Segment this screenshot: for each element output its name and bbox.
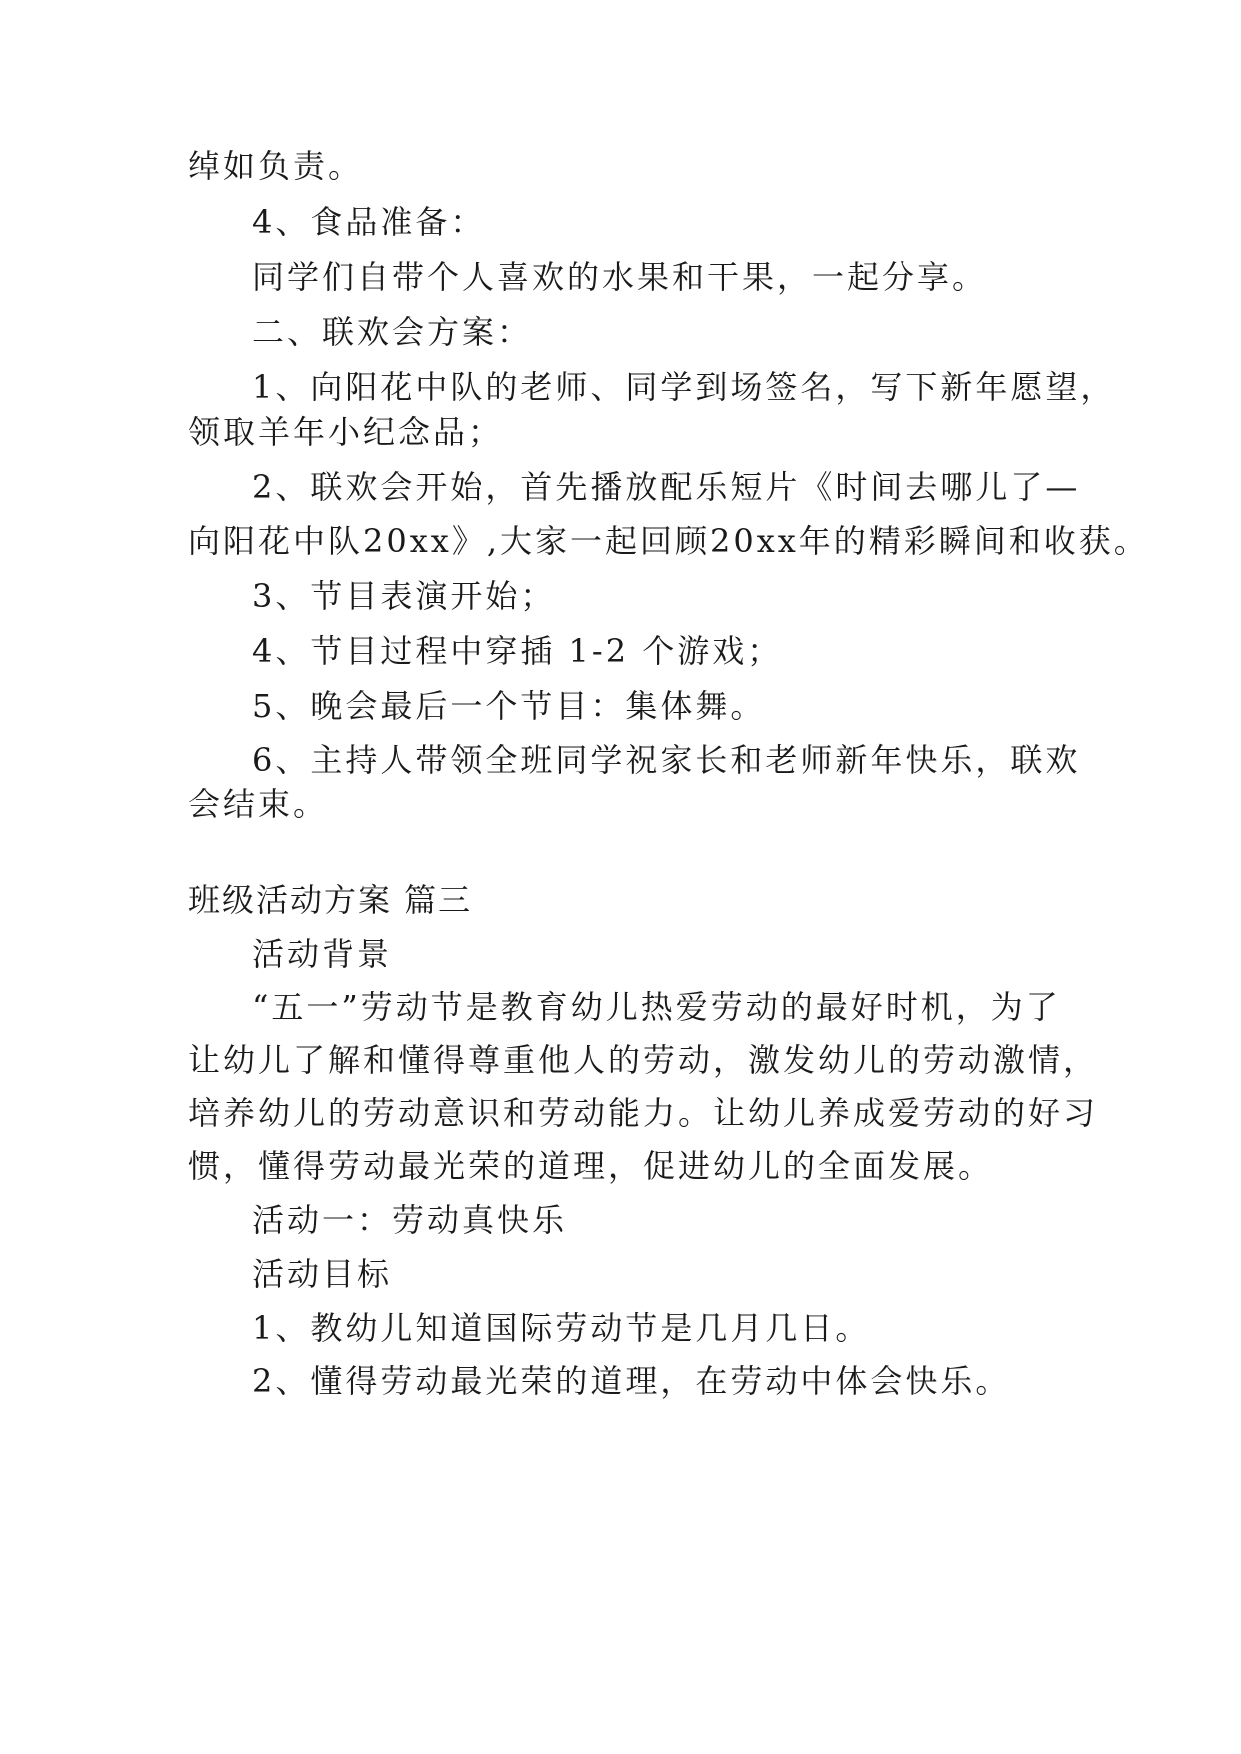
text-line: 领取羊年小纪念品；: [188, 413, 504, 451]
text-line: “五一”劳动节是教育幼儿热爱劳动的最好时机，为了: [252, 988, 1061, 1026]
text-line: 5、晚会最后一个节目：集体舞。: [252, 687, 766, 725]
text-line: 同学们自带个人喜欢的水果和干果，一起分享。: [252, 258, 988, 296]
text-line: 会结束。: [188, 785, 329, 823]
text-line: 向阳花中队20xx》,大家一起回顾20xx年的精彩瞬间和收获。: [188, 522, 1149, 560]
text-line: 绰如负责。: [188, 147, 364, 185]
text-line: 活动背景: [252, 935, 393, 973]
text-line: 2、联欢会开始，首先播放配乐短片《时间去哪儿了—: [252, 468, 1081, 506]
text-line: 1、向阳花中队的老师、同学到场签名，写下新年愿望，: [252, 368, 1116, 406]
text-line: 3、节目表演开始；: [252, 577, 556, 615]
text-line: 6、主持人带领全班同学祝家长和老师新年快乐，联欢: [252, 741, 1081, 779]
text-line: 1、教幼儿知道国际劳动节是几月几日。: [252, 1309, 871, 1347]
text-line: 让幼儿了解和懂得尊重他人的劳动，激发幼儿的劳动激情，: [188, 1041, 1099, 1079]
text-line: 4、食品准备：: [252, 203, 486, 241]
text-line: 活动一：劳动真快乐: [252, 1201, 568, 1239]
text-line: 2、懂得劳动最光荣的道理，在劳动中体会快乐。: [252, 1362, 1011, 1400]
section-heading: 班级活动方案 篇三: [188, 881, 473, 919]
text-line: 惯，懂得劳动最光荣的道理，促进幼儿的全面发展。: [188, 1147, 994, 1185]
text-line: 4、节目过程中穿插 1-2 个游戏；: [252, 632, 783, 670]
text-line: 活动目标: [252, 1255, 393, 1293]
text-line: 二、联欢会方案：: [252, 313, 533, 351]
text-line: 培养幼儿的劳动意识和劳动能力。让幼儿养成爱劳动的好习: [188, 1094, 1099, 1132]
